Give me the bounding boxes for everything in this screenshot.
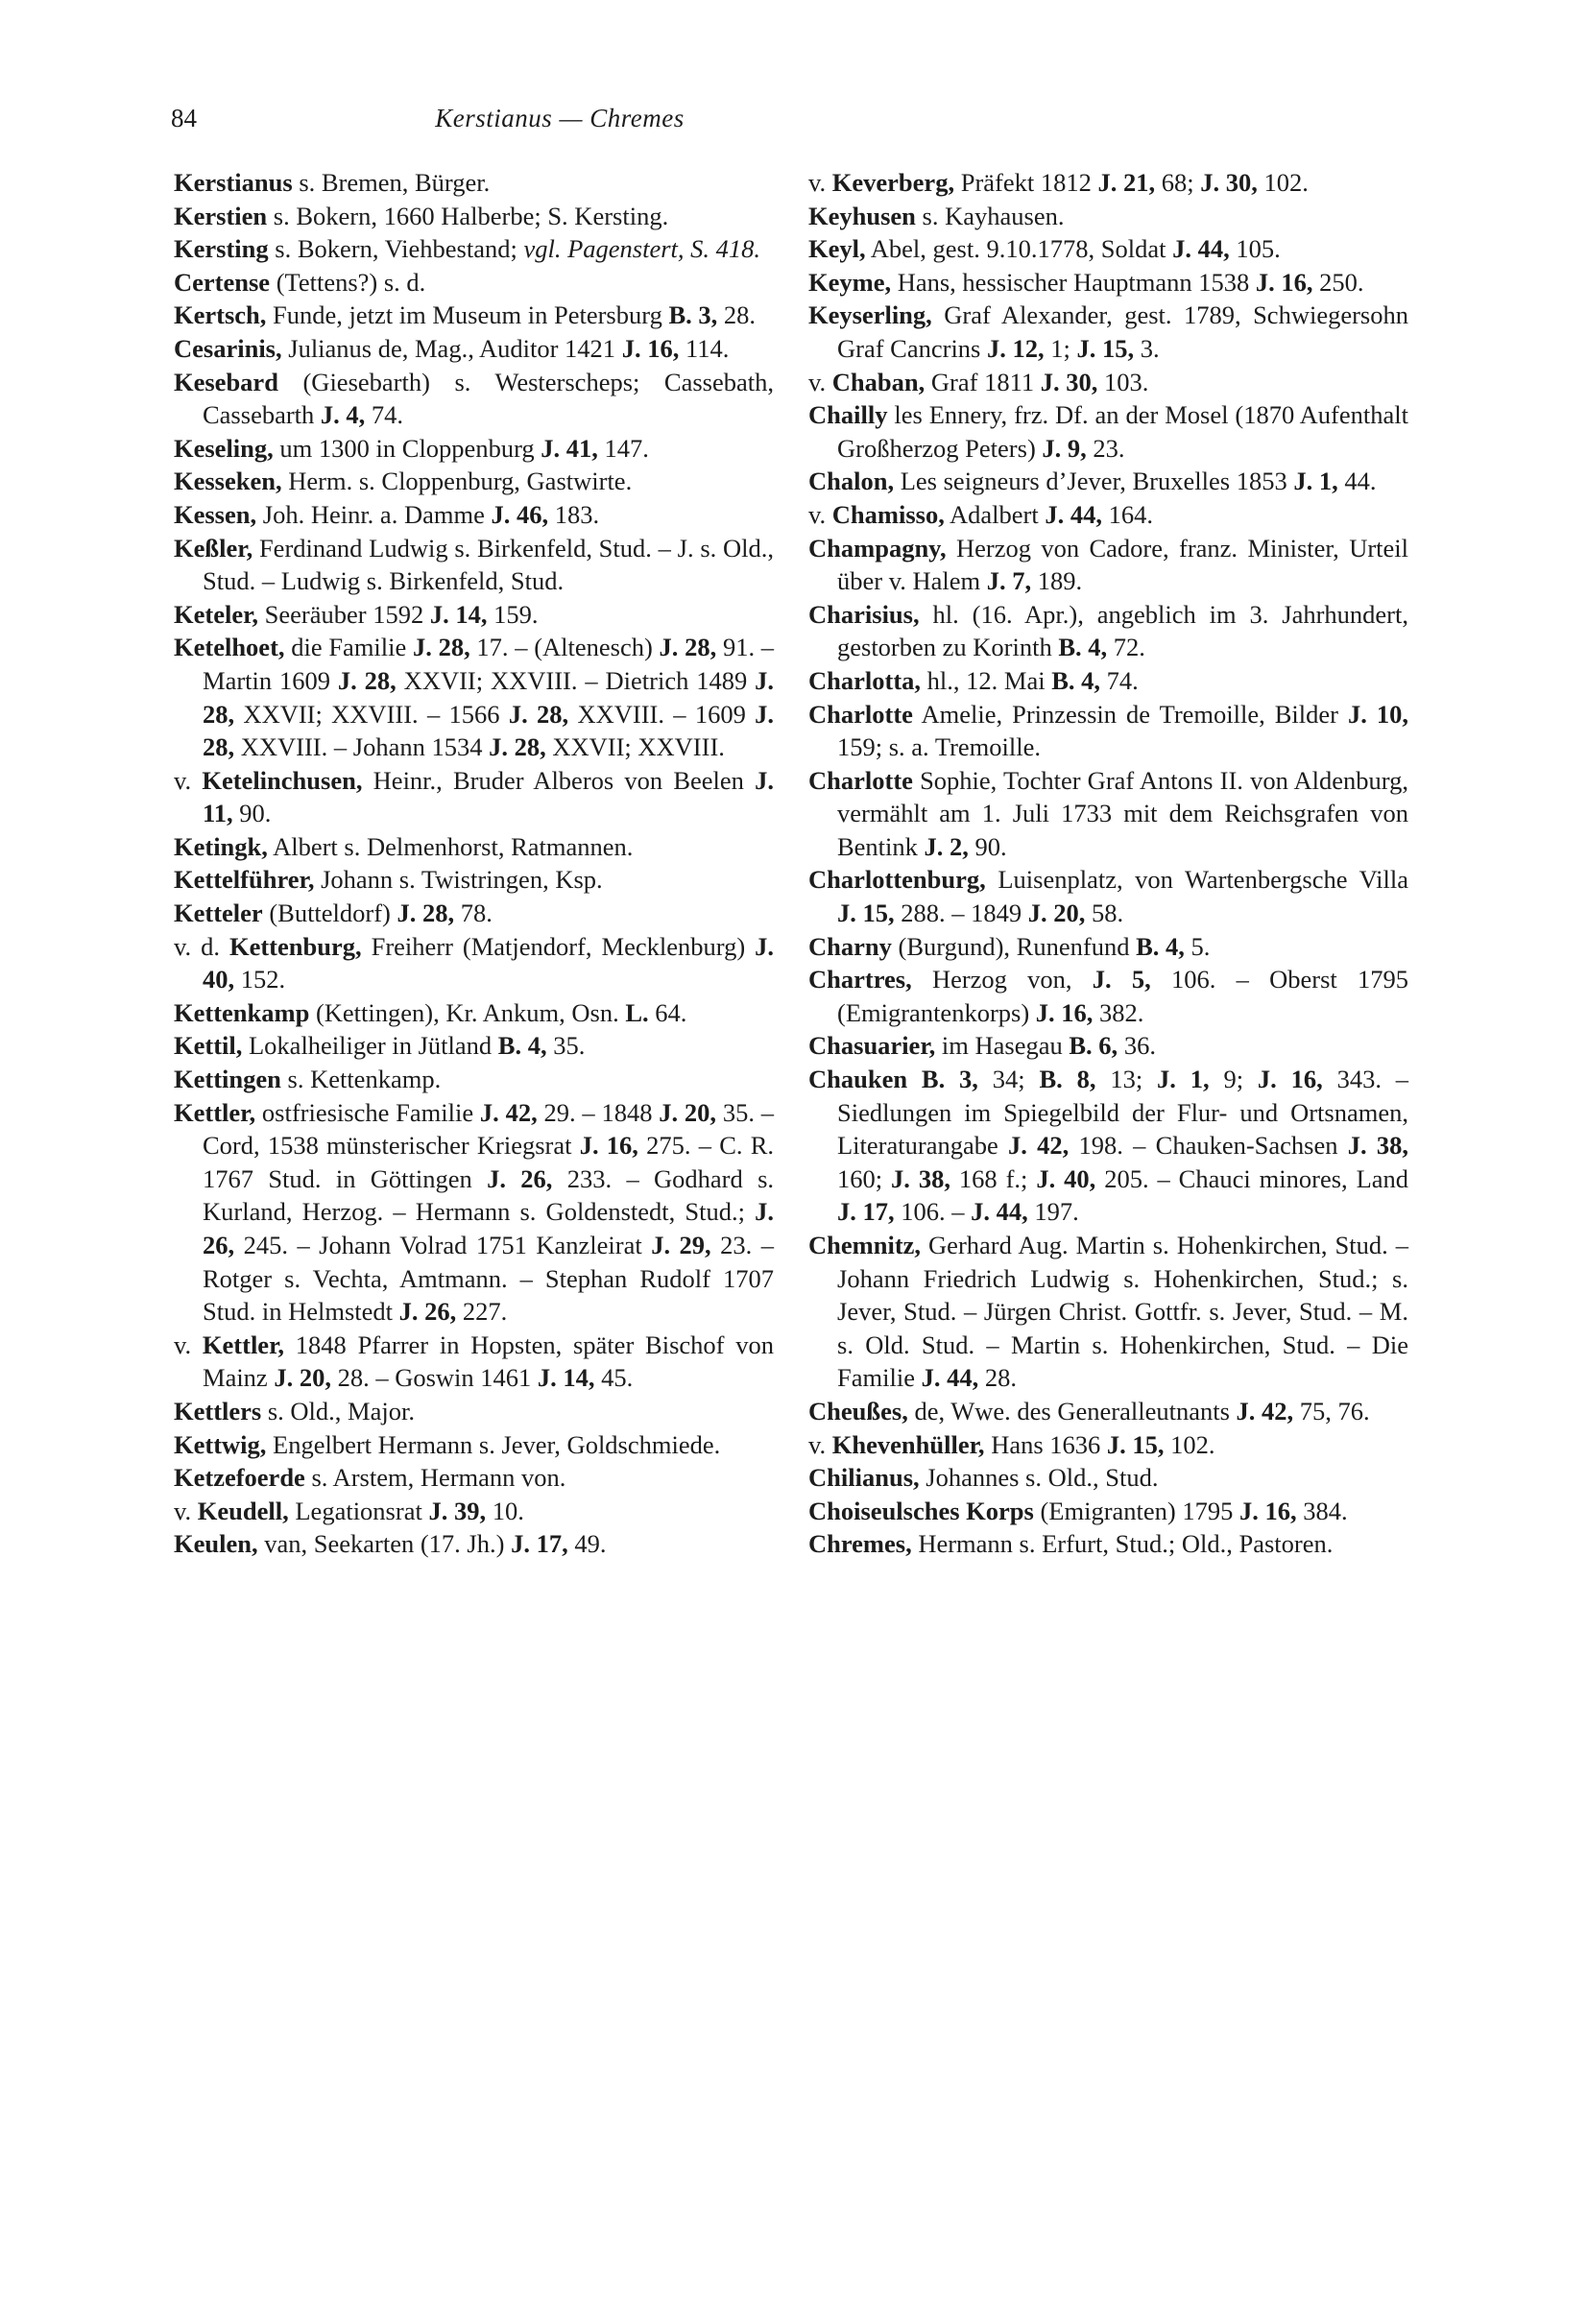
entry-text: 105. [1229,234,1281,264]
entry-headword: J. 10, [1347,699,1408,729]
entry-headword: J. 14, [429,599,488,629]
entry-headword: J. 11, [203,765,774,828]
entry-headword: J. 4, [320,400,366,430]
entry-headword: Charny [808,931,892,961]
entry-text: 35. – Cord, 1538 münsterischer Kriegsrat [203,1097,775,1161]
entry-text: 343. – Siedlungen im Spiegelbild der Flur- und Ortsnamen, Literaturangabe [837,1065,1409,1161]
entry-headword: J. 44, [921,1363,979,1393]
entry-headword: Kerstianus [174,168,293,197]
entry-text: Engelbert Hermann s. Jever, Goldschmiede. [266,1429,721,1459]
entry-headword: Kettelführer, [174,865,315,895]
entry-text: um 1300 in Cloppenburg [273,433,541,463]
entry-text: Albert s. Delmenhorst, Ratmannen. [267,831,634,861]
entry-text: Heinr., Bruder Alberos von Beelen [362,765,756,795]
entry-headword: J. 44, [1172,234,1230,264]
entry-headword: J. 46, [491,499,549,529]
entry-headword: Kettenburg, [228,931,362,961]
entry-text: 189. [1031,566,1083,596]
index-entry [174,366,774,432]
index-entry [174,1063,774,1096]
entry-text: (Emigranten) 1795 [1033,1496,1240,1525]
entry-text: Präfekt 1812 [954,168,1098,197]
index-entry [174,1029,774,1063]
entry-text: s. Kayhausen. [915,201,1065,230]
entry-text: 23. [1086,433,1125,463]
entry-text: 74. [365,400,404,430]
entry-headword: J. 42, [479,1097,538,1127]
entry-text: 106. – [894,1197,972,1227]
entry-text: Julianus de, Mag., Auditor 1421 [281,333,622,363]
index-entry [808,1229,1408,1395]
entry-text: 91. – Martin 1609 [203,633,775,695]
entry-text: 159. [487,599,539,629]
index-entry [174,1527,774,1561]
entry-text: 168 f.; [950,1163,1037,1193]
entry-headword: J. 12, [987,333,1045,363]
entry-headword: Kettenkamp [174,997,310,1027]
entry-text: XXVIII. – 1609 [568,699,756,729]
entry-headword: Keudell, [197,1496,289,1525]
entry-headword: J. 20, [1027,898,1086,928]
index-entry [808,1395,1408,1428]
index-entry [174,996,774,1030]
entry-text: (Kettingen), Kr. Ankum, Osn. [309,997,626,1027]
entry-headword: B. 4, [497,1031,547,1061]
index-entry [174,266,774,299]
entry-headword: Ketingk, [174,831,268,861]
entry-headword: Ketelinchusen, [202,765,363,795]
entry-text: 233. – Godhard s. Kurland, Herzog. – Hermann s. Goldenstedt, Stud.; [203,1163,775,1227]
entry-headword: Charlotta, [808,665,922,695]
index-entry [808,498,1408,532]
entry-headword: Keyserling, [808,300,932,330]
entry-text: 164. [1101,499,1153,529]
entry-text: 250. [1312,267,1364,297]
entry-text: 28. – Goswin 1461 [330,1363,538,1393]
entry-text: 245. – Johann Volrad 1751 Kanzleirat [234,1231,652,1259]
index-entry [174,631,774,763]
entry-headword: J. 28, [508,699,569,729]
running-head: Kerstianus — Chremes [435,104,685,132]
entry-headword: J. 15, [837,898,895,928]
entry-headword: J. 42, [1008,1131,1070,1161]
index-entry [808,963,1408,1029]
index-entry [808,299,1408,365]
entry-text: 102. [1164,1429,1215,1459]
index-entry [808,863,1408,929]
entry-headword: Keyhusen [808,201,916,230]
entry-headword: Ketzefoerde [174,1463,305,1493]
entry-headword: Choiseulsches Korps [808,1496,1034,1525]
entry-text: 34; [977,1065,1040,1094]
entry-text: 10. [486,1496,524,1525]
entry-headword: J. 1, [1157,1065,1210,1094]
entry-text: Joh. Heinr. a. Damme [256,499,492,529]
entry-text: 183. [548,499,600,529]
index-entry [808,232,1408,266]
entry-headword: J. 17, [511,1529,568,1559]
entry-headword: J. 28, [659,633,717,662]
entry-text: 45. [594,1363,634,1393]
entry-text: XXVIII. – Johann 1534 [234,732,490,762]
entry-text: 64. [648,997,687,1027]
entry-headword: J. 29, [651,1231,711,1259]
entry-text: 17. – (Altenesch) [469,633,660,662]
entry-headword: Kesebard [174,367,278,396]
entry-headword: J. 28, [489,732,546,762]
entry-text: 147. [597,433,649,463]
entry-headword: J. 15, [1076,333,1135,363]
index-entry [808,366,1408,399]
entry-headword: J. 26, [203,1197,774,1259]
entry-headword: Kersting [174,234,269,264]
entry-text: 28. [978,1363,1017,1393]
entry-text: 90. [968,831,1007,861]
entry-text: (Butteldorf) [262,898,397,928]
entry-headword: J. 44, [971,1197,1028,1227]
entry-text: 198. – Chauken-Sachsen [1069,1131,1348,1161]
entry-headword: Chasuarier, [808,1031,936,1061]
left-column [174,166,774,1561]
entry-headword: J. 2, [924,831,969,861]
entry-headword: Keyme, [808,267,892,297]
entry-headword: Charisius, [808,599,920,629]
entry-text: 28. [717,300,757,330]
page-number: 84 [171,104,197,132]
entry-headword: J. 30, [1040,367,1098,396]
entry-headword: Kessen, [174,499,257,529]
entry-text: Herzog von, [911,965,1093,994]
entry-text: Johann s. Twistringen, Ksp. [314,865,603,895]
entry-headword: Chartres, [808,965,912,994]
entry-headword: Kerstien [174,201,268,230]
entry-headword: Keyl, [808,234,866,264]
entry-headword: Kesseken, [174,467,282,496]
index-entry [174,764,774,830]
entry-headword: J. 26, [487,1163,553,1193]
entry-text: Lokalheiliger in Jütland [242,1031,498,1061]
entry-headword: J. 15, [1106,1429,1165,1459]
entry-headword: Keteler, [174,599,259,629]
index-entry [174,1461,774,1495]
index-entry [174,1329,774,1395]
entry-text: 159; s. a. Tremoille. [837,732,1042,762]
entry-text: 13; [1095,1065,1158,1094]
index-entry [808,1495,1408,1528]
entry-text: van, Seekarten (17. Jh.) [257,1529,512,1559]
entry-text: die Familie [284,633,413,662]
entry-headword: Chailly [808,400,888,430]
entry-reference-italic: vgl. Pagenstert, S. 418. [523,234,761,264]
entry-headword: Chremes, [808,1529,912,1559]
index-entry [174,863,774,897]
entry-headword: Khevenhüller, [831,1429,985,1459]
entry-headword: J. 21, [1097,168,1156,197]
entry-headword: J. 28, [397,898,455,928]
entry-text: Sophie, Tochter Graf Antons II. von Aldenburg, vermählt am 1. Juli 1733 mit dem Reichsgrafen von Bentink [837,765,1408,861]
entry-headword: Kettingen [174,1065,281,1094]
entry-headword: Chalon, [808,467,895,496]
entry-text: Adalbert [944,499,1046,529]
entry-headword: J. 39, [428,1496,487,1525]
index-entry [174,532,774,598]
entry-text: Hermann s. Erfurt, Stud.; Old., Pastoren. [911,1529,1334,1559]
entry-headword: Charlotte [808,699,913,729]
entry-headword: J. 16, [1257,1065,1323,1094]
index-entry [174,200,774,233]
entry-headword: J. 38, [1347,1131,1409,1161]
index-entry [174,897,774,930]
entry-text: 29. – 1848 [537,1097,660,1127]
entry-headword: Chemnitz, [808,1231,922,1259]
entry-headword: L. [625,997,649,1027]
entry-headword: J. 44, [1045,499,1102,529]
right-column [808,166,1408,1561]
entry-text: 103. [1097,367,1149,396]
entry-headword: Kettlers [174,1396,262,1426]
entry-headword: J. 28, [337,665,397,695]
entry-text: s. Bokern, 1660 Halberbe; S. Kersting. [267,201,669,230]
entry-text: v. d. [174,931,229,961]
index-entry [174,166,774,200]
index-entry [174,598,774,632]
entry-headword: Chaban, [831,367,926,396]
entry-headword: J. 41, [541,433,598,463]
entry-headword: J. 14, [537,1363,595,1393]
entry-text: 160; [837,1163,892,1193]
index-entry [808,764,1408,864]
entry-text: 205. – Chauci minores, Land [1095,1163,1409,1193]
entry-text: Legationsrat [288,1496,429,1525]
entry-text: (Tettens?) s. d. [270,267,426,297]
index-entry [808,398,1408,465]
entry-headword: Charlotte [808,765,913,795]
entry-text: 90. [232,799,272,828]
entry-text: v. [174,1330,203,1359]
entry-headword: J. 16, [621,333,680,363]
entry-text: Abel, gest. 9.10.1778, Soldat [865,234,1173,264]
entry-text: Les seigneurs d’Jever, Bruxelles 1853 [894,467,1294,496]
entry-text: 9; [1209,1065,1258,1094]
index-entry [808,1461,1408,1495]
entry-text: 78. [454,898,493,928]
index-entry [808,1029,1408,1063]
entry-headword: J. 20, [274,1363,331,1393]
entry-text: im Hasegau [935,1031,1070,1061]
index-entry [174,1428,774,1462]
entry-text: 3. [1134,333,1160,363]
entry-text: v. [808,168,832,197]
entry-headword: J. 9, [1042,433,1087,463]
entry-headword: B. 8, [1039,1065,1096,1094]
entry-text: 36. [1118,1031,1156,1061]
entry-headword: J. 28, [412,633,470,662]
entry-text: hl., 12. Mai [921,665,1052,695]
entry-text: 288. – 1849 [894,898,1028,928]
entry-headword: Certense [174,267,271,297]
entry-headword: J. 42, [1236,1396,1294,1426]
entry-headword: Cheußes, [808,1396,908,1426]
entry-text: 58. [1085,898,1124,928]
entry-text: Ferdinand Ludwig s. Birkenfeld, Stud. – J. s. Old., Stud. – Ludwig s. Birkenfeld, Stud. [203,533,774,596]
index-entry [174,332,774,366]
entry-text: Gerhard Aug. Martin s. Hohenkirchen, Stud. – Johann Friedrich Ludwig s. Hohenkirchen, Stud.; s. Jever, Stud. – Jürgen Christ. Gottfr. s. Jever, Stud. – M. s. Old. Stud. – Martin s. Hohenkirchen, Stud. – Die Familie [837,1231,1408,1393]
entry-text: 35. [546,1031,586,1061]
entry-text: XXVII; XXVIII. – 1566 [234,699,509,729]
entry-headword: J. 16, [1035,997,1094,1027]
index-entry [808,266,1408,299]
index-entry [174,830,774,864]
entry-text: 5. [1184,931,1211,961]
entry-headword: J. 16, [1255,267,1313,297]
entry-text: 152. [234,965,286,994]
entry-text: Graf Alexander, gest. 1789, Schwiegersohn Graf Cancrins [837,300,1408,363]
entry-text: Amelie, Prinzessin de Tremoille, Bilder [912,699,1348,729]
entry-text: Herzog von Cadore, franz. Minister, Urteil über v. Halem [837,533,1408,596]
index-entry [174,299,774,332]
entry-text: v. [174,1496,198,1525]
index-entry [808,532,1408,598]
entry-headword: B. 6, [1069,1031,1118,1061]
entry-text: 74. [1100,665,1139,695]
entry-text: de, Wwe. des Generalleutnants [907,1396,1237,1426]
index-entry [174,1395,774,1428]
entry-headword: B. 4, [1051,665,1101,695]
index-entry [808,930,1408,964]
entry-headword: Kertsch, [174,300,267,330]
entry-text: Funde, jetzt im Museum in Petersburg [266,300,669,330]
entry-headword: Keulen, [174,1529,258,1559]
entry-headword: J. 26, [398,1297,457,1327]
entry-text: s. Bokern, Viehbestand; [268,234,524,264]
entry-headword: B. 3, [668,300,718,330]
entry-headword: Ketelhoet, [174,633,285,662]
index-entry [808,1527,1408,1561]
index-entry [174,232,774,266]
entry-headword: Chamisso, [831,499,945,529]
entry-text: 1848 Pfarrer in Hopsten, später Bischof von Mainz [203,1330,774,1393]
index-entry [808,1428,1408,1462]
entry-headword: Keverberg, [831,168,955,197]
entry-headword: J. 28, [203,665,775,729]
entry-headword: Keseling, [174,433,274,463]
entry-headword: Cesarinis, [174,333,282,363]
entry-headword: Champagny, [808,533,947,563]
entry-text: hl. (16. Apr.), angeblich im 3. Jahrhundert, gestorben zu Korinth [837,599,1408,662]
entry-headword: J. 40, [1036,1163,1096,1193]
entry-text: 384. [1296,1496,1348,1525]
entry-text: Johannes s. Old., Stud. [919,1463,1159,1493]
entry-text: s. Bremen, Bürger. [292,168,491,197]
entry-text: v. [808,1429,832,1459]
entry-text: Herm. s. Cloppenburg, Gastwirte. [281,467,633,496]
entry-text: Hans 1636 [984,1429,1107,1459]
entry-headword: Kettwig, [174,1429,267,1459]
entry-headword: Kettler, [202,1330,285,1359]
entry-headword: J. 40, [203,931,774,994]
entry-text: 106. – Oberst 1795 (Emigrantenkorps) [837,965,1409,1027]
entry-text: 275. – C. R. 1767 Stud. in Göttingen [203,1131,775,1193]
index-entry [808,465,1408,498]
entry-headword: J. 7, [986,566,1032,596]
entry-headword: J. 5, [1092,965,1151,994]
index-entry [808,598,1408,664]
entry-text: 382. [1093,997,1144,1027]
index-entry [808,200,1408,233]
entry-text: v. [808,367,832,396]
entry-text: (Giesebarth) s. Westerscheps; Cassebath, Cassebarth [203,367,774,430]
entry-headword: B. 4, [1136,931,1185,961]
entry-text: Seeräuber 1592 [258,599,430,629]
entry-headword: Chilianus, [808,1463,920,1493]
entry-text: s. Old., Major. [261,1396,415,1426]
entry-headword: Kettil, [174,1031,243,1061]
entry-text: Graf 1811 [925,367,1041,396]
entry-headword: J. 38, [891,1163,950,1193]
index-entry [174,498,774,532]
entry-text: 1; [1044,333,1077,363]
index-entry [808,664,1408,698]
entry-headword: J. 28, [203,699,775,762]
entry-text: 44. [1337,467,1377,496]
entry-text: v. [174,765,203,795]
entry-headword: Charlottenburg, [808,865,986,895]
entry-text: XXVII; XXVIII. – Dietrich 1489 [396,665,756,695]
entry-text: ostfriesische Familie [255,1097,480,1127]
entry-text: 197. [1027,1197,1079,1227]
entry-text: s. Kettenkamp. [280,1065,442,1094]
entry-text: s. Arstem, Hermann von. [304,1463,566,1493]
entry-headword: J. 16, [579,1131,638,1161]
entry-text: 72. [1107,633,1145,662]
entry-headword: B. 4, [1058,633,1108,662]
entry-text: 114. [679,333,730,363]
entry-headword: Chauken B. 3, [808,1065,978,1094]
entry-text: XXVII; XXVIII. [545,732,725,762]
entry-text: Luisenplatz, von Wartenbergsche Villa [985,865,1408,895]
entry-headword: J. 30, [1200,168,1258,197]
index-entry [174,930,774,996]
index-entry [174,465,774,498]
entry-text: 102. [1257,168,1309,197]
entry-headword: J. 16, [1239,1496,1297,1525]
entry-text: Hans, hessischer Hauptmann 1538 [891,267,1256,297]
entry-text: 23. – Rotger s. Vechta, Amtmann. – Stephan Rudolf 1707 Stud. in Helmstedt [203,1231,775,1327]
entry-text: les Ennery, frz. Df. an der Mosel (1870 Aufenthalt Großherzog Peters) [837,400,1408,463]
index-entry [174,432,774,466]
index-entry [808,1063,1408,1229]
entry-headword: J. 20, [659,1097,717,1127]
index-entry [808,166,1408,200]
entry-text: v. [808,499,832,529]
index-entry [808,698,1408,764]
entry-headword: J. 1, [1293,467,1338,496]
entry-text: 68; [1155,168,1201,197]
entry-headword: Kettler, [174,1097,256,1127]
entry-text: 227. [456,1297,508,1327]
entry-headword: Keßler, [174,533,253,563]
entry-text: 49. [567,1529,607,1559]
entry-text: 75, 76. [1293,1396,1370,1426]
index-entry [174,1495,774,1528]
page-header [171,99,949,137]
entry-headword: Ketteler [174,898,263,928]
index-entry [174,1096,774,1329]
entry-text: Freiherr (Matjendorf, Mecklenburg) [361,931,756,961]
entry-text: (Burgund), Runenfund [891,931,1137,961]
entry-headword: J. 17, [837,1197,895,1227]
